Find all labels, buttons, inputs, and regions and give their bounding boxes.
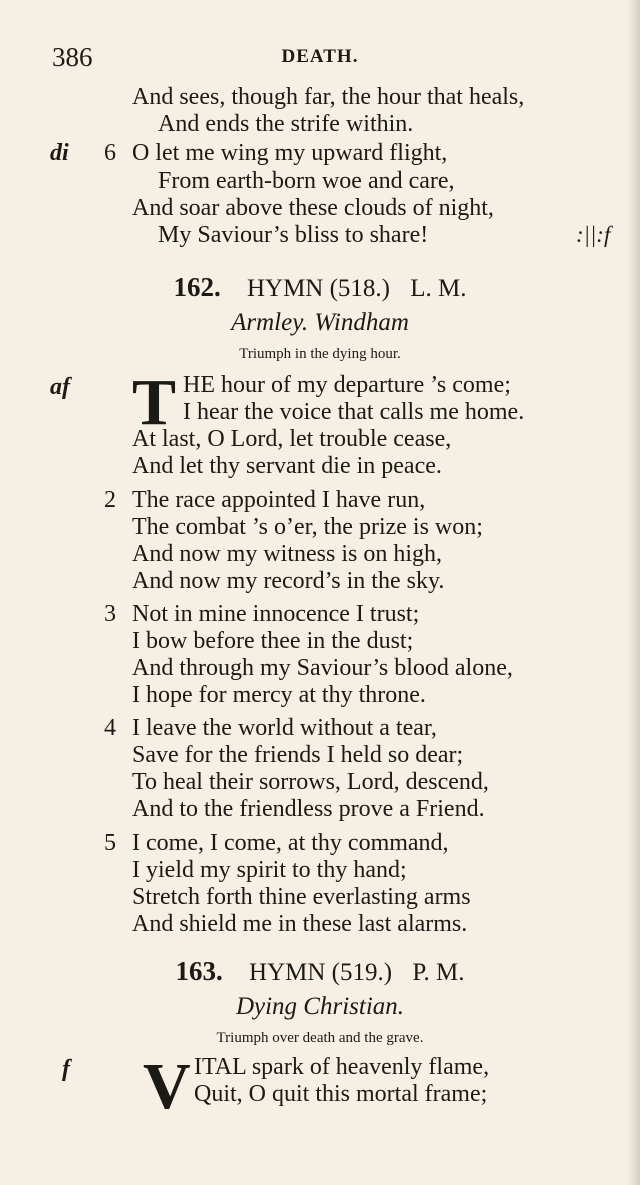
verse-line: And let thy servant die in peace. (132, 453, 442, 479)
verse-number: 3 (104, 601, 116, 627)
drop-cap: T (132, 366, 177, 439)
verse-line: My Saviour’s bliss to share! (158, 222, 429, 248)
verse-line: I bow before thee in the dust; (132, 628, 414, 654)
verse-number: 4 (104, 715, 116, 741)
dynamic-mark: di (50, 140, 69, 166)
tune-name: Armley. Windham (231, 309, 409, 336)
hymn-subject: Triumph over death and the grave. (216, 1030, 424, 1046)
page-number: 386 (52, 42, 93, 72)
verse-line: The combat ’s o’er, the prize is won; (132, 514, 483, 540)
running-head: DEATH. (281, 46, 359, 67)
verse-line: Save for the friends I held so dear; (132, 742, 464, 768)
verse-line: I hope for mercy at thy throne. (132, 682, 426, 708)
verse-line: From earth-born woe and care, (158, 168, 455, 194)
verse-line: I come, I come, at thy command, (132, 830, 449, 856)
verse-line: To heal their sorrows, Lord, descend, (132, 769, 489, 795)
verse-line: I leave the world without a tear, (132, 715, 437, 741)
verse-line: I hear the voice that calls me home. (183, 399, 525, 425)
dynamic-mark: af (50, 374, 70, 400)
hymn-title: HYMN (519.) (249, 959, 393, 986)
verse-line: Stretch forth thine everlasting arms (132, 884, 471, 910)
verse-line: And through my Saviour’s blood alone, (132, 655, 513, 681)
verse-number: 5 (104, 830, 116, 856)
hymn-heading (0, 956, 640, 987)
verse-line: And now my witness is on high, (132, 541, 443, 567)
hymn-heading (0, 272, 640, 303)
hymn-number: 162. (173, 272, 221, 302)
verse-line: And ends the strife within. (158, 111, 414, 137)
dynamic-mark: f (62, 1056, 70, 1082)
verse-number: 2 (104, 487, 116, 513)
verse-line: And shield me in these last alarms. (132, 911, 468, 937)
verse-line: HE hour of my departure ’s come; (183, 372, 511, 398)
verse-line: I yield my spirit to thy hand; (132, 857, 407, 883)
verse-line: O let me wing my upward flight, (132, 140, 448, 166)
hymn-meter: L. M. (410, 275, 467, 302)
repeat-mark: :||:f (576, 222, 611, 247)
verse-line: Not in mine innocence I trust; (132, 601, 420, 627)
hymn-number: 163. (175, 956, 223, 986)
drop-cap: V (143, 1050, 191, 1123)
verse-line: And sees, though far, the hour that heals, (132, 84, 525, 110)
hymn-title: HYMN (518.) (246, 275, 391, 302)
hymn-subject: Triumph in the dying hour. (239, 346, 401, 362)
verse-line: And to the friendless prove a Friend. (132, 796, 485, 822)
verse-line: At last, O Lord, let trouble cease, (132, 426, 452, 452)
verse-line: The race appointed I have run, (132, 487, 426, 513)
verse-line: And soar above these clouds of night, (132, 195, 494, 221)
verse-line: ITAL spark of heavenly flame, (194, 1054, 490, 1080)
hymn-meter: P. M. (412, 959, 465, 986)
verse-number: 6 (104, 140, 116, 166)
tune-name: Dying Christian. (235, 993, 405, 1020)
verse-line: Quit, O quit this mortal frame; (194, 1081, 488, 1107)
verse-line: And now my record’s in the sky. (132, 568, 445, 594)
